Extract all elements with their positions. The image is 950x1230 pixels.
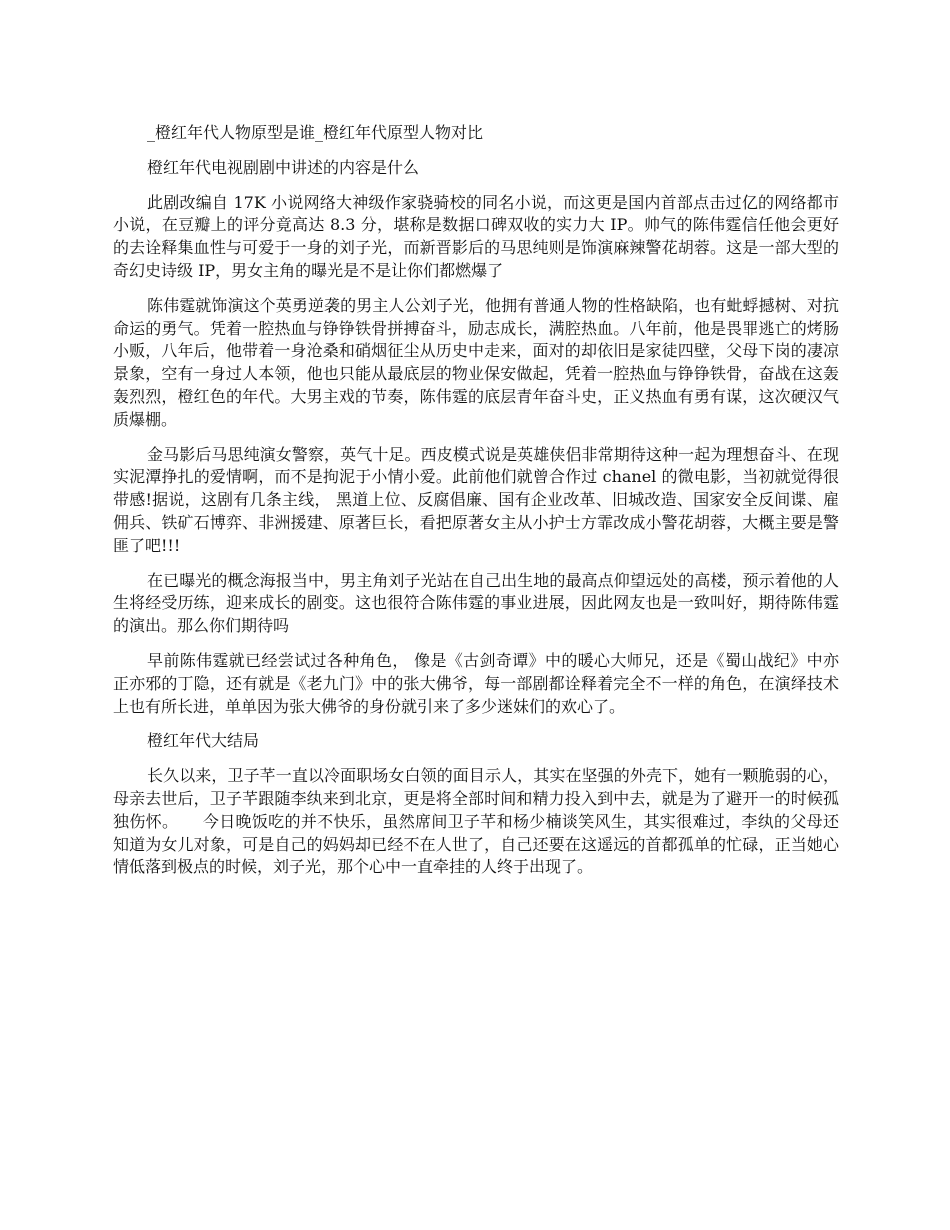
paragraph-heading-ending: 橙红年代大结局 (147, 731, 260, 751)
document-page (113, 122, 839, 891)
paragraph: 陈伟霆就饰演这个英勇逆袭的男主人公刘子光，他拥有普通人物的性格缺陷，也有蚍蜉撼树、对抗命运的勇气。凭着一腔热血与铮铮铁骨拼搏奋斗，励志成长，满腔热血。八年前，他是畏罪逃亡的烤肠小贩，八年后，他带着一身沧桑和硝烟征尘从历史中走来，面对的却依旧是家徒四壁，父母下岗的凄凉景象，空有一身过人本领，他也只能从最底层的物业保安做起，凭着一腔热血与铮铮铁骨，奋战在这轰轰烈烈，橙红色的年代。大男主戏的节奏，陈伟霆的底层青年奋斗史，正义热血有勇有谋，这次硬汉气质爆棚。 (113, 295, 839, 429)
paragraph: 早前陈伟霆就已经尝试过各种角色， 像是《古剑奇谭》中的暖心大师兄，还是《蜀山战纪》中亦正亦邪的丁隐，还有就是《老九门》中的张大佛爷，每一部剧都诠释着完全不一样的角色，在演绎技术上也有所长进，单单因为张大佛爷的身份就引来了多少迷妹们的欢心了。 (113, 650, 839, 716)
paragraph: 长久以来，卫子芊一直以冷面职场女白领的面目示人，其实在坚强的外壳下，她有一颗脆弱的心，母亲去世后，卫子芊跟随李纨来到北京，更是将全部时间和精力投入到中去，就是为了避开一的时候孤独伤怀。 今日晚饭吃的并不快乐，虽然席间卫子芊和杨少楠谈笑风生，其实很难过，李纨的父母还知道为女儿对象，可是自己的妈妈却已经不在人世了，自己还要在这遥远的首都孤单的忙碌，正当她心情低落到极点的时候，刘子光，那个心中一直牵挂的人终于出现了。 (113, 766, 839, 877)
paragraph: 在已曝光的概念海报当中，男主角刘子光站在自己出生地的最高点仰望远处的高楼，预示着他的人生将经受历练，迎来成长的剧变。这也很符合陈伟霆的事业进展，因此网友也是一致叫好，期待陈伟霆的演出。那么你们期待吗 (113, 570, 839, 636)
paragraph: 金马影后马思纯演女警察，英气十足。西皮模式说是英雄侠侣非常期待这种一起为理想奋斗、在现实泥潭挣扎的爱情啊，而不是拘泥于小情小爱。此前他们就曾合作过 chanel 的微电影，当初就觉得很带感!据说，这剧有几条主线， 黑道上位、反腐倡廉、国有企业改革、旧城改造、国家安全反间谍、雇佣兵、铁矿石博弈、非洲援建、原著巨长，看把原著女主从小护士方霏改成小警花胡蓉，大概主要是警匪了吧!!! (113, 444, 839, 555)
paragraph-heading-content: 橙红年代电视剧剧中讲述的内容是什么 (147, 157, 420, 177)
paragraph: 此剧改编自 17K 小说网络大神级作家骁骑校的同名小说，而这更是国内首部点击过亿的网络都市小说，在豆瓣上的评分竟高达 8.3 分，堪称是数据口碑双收的实力大 IP。帅气的陈伟霆信任他会更好的去诠释集血性与可爱于一身的刘子光，而新晋影后的马思纯则是饰演麻辣警花胡蓉。这是一部大型的奇幻史诗级 IP，男女主角的曝光是不是让你们都燃爆了 (113, 192, 839, 280)
document-title: _橙红年代人物原型是谁_橙红年代原型人物对比 (147, 123, 484, 142)
